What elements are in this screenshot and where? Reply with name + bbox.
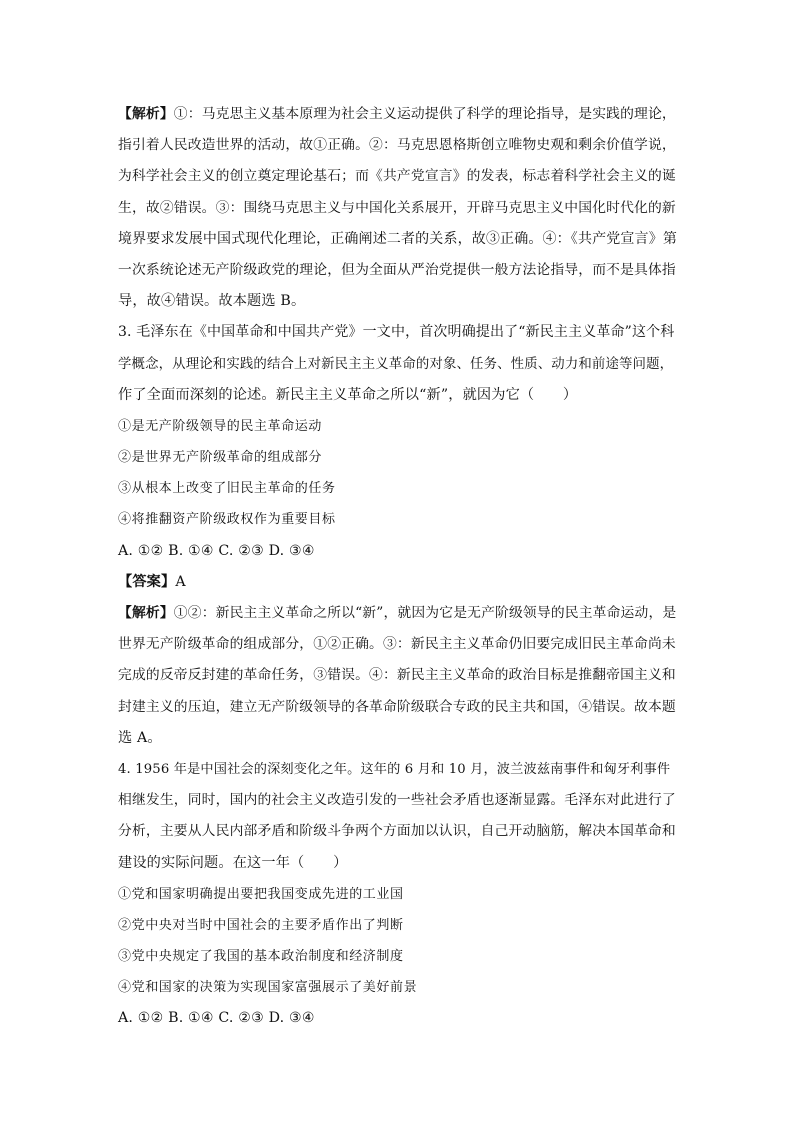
question-option: ①是无产阶级领导的民主革命运动 (118, 418, 323, 434)
question-option: ②党中央对当时中国社会的主要矛盾作出了判断 (118, 917, 404, 933)
analysis-line: 为科学社会主义的创立奠定理论基石；而《共产党宣言》的发表，标志着科学社会主义的诞 (118, 168, 676, 185)
answer-line: 【答案】A (118, 573, 186, 590)
analysis-line: 选 A。 (118, 729, 162, 746)
question-stem-line: 相继发生，同时，国内的社会主义改造引发的一些社会矛盾也逐渐显露。毛泽东对此进行了 (118, 792, 676, 809)
question-stem-line: 作了全面而深刻的论述。新民主主义革命之所以“新”，就因为它（ ） (118, 386, 578, 403)
question-stem-line: 学概念，从理论和实践的结合上对新民主主义革命的对象、任务、性质、动力和前途等问题， (118, 356, 674, 372)
question-option: ④将推翻资产阶级政权作为重要目标 (118, 512, 336, 528)
question-3 (118, 317, 678, 754)
analysis-line: 导，故④错误。故本题选 B。 (118, 293, 306, 310)
answer-choices: A. ①② B. ①④ C. ②③ D. ③④ (118, 1010, 315, 1027)
analysis-line: 完成的反帝反封建的革命任务，③错误。④：新民主主义革命的政治目标是推翻帝国主义和 (118, 667, 676, 684)
analysis-line: 指引着人民改造世界的活动，故①正确。②：马克思恩格斯创立唯物史观和剩余价值学说， (118, 137, 676, 154)
analysis-line: 生，故②错误。③：围绕马克思主义与中国化关系展开，开辟马克思主义中国化时代化的新 (118, 199, 676, 216)
question-stem-line: 4. 1956 年是中国社会的深刻变化之年。这年的 6 月和 10 月，波兰波兹南事件和匈牙利事件 (118, 761, 671, 777)
question-stem-line: 3. 毛泽东在《中国革命和中国共产党》一文中，首次明确提出了“新民主主义革命”这个科 (118, 324, 675, 341)
answer-choices: A. ①② B. ①④ C. ②③ D. ③④ (118, 542, 315, 559)
question-stem-line: 建设的实际问题。在这一年（ ） (118, 854, 348, 871)
analysis-line: 境界要求发展中国式现代化理论，正确阐述二者的关系，故③正确。④：《共产党宣言》第 (118, 230, 677, 247)
question-4 (118, 754, 678, 1035)
q2-analysis (118, 99, 678, 317)
analysis-line: 一次系统论述无产阶级政党的理论，但为全面从严治党提供一般方法论指导，而不是具体指 (118, 261, 676, 278)
question-option: ④党和国家的决策为实现国家富强展示了美好前景 (118, 980, 418, 996)
question-option: ③党中央规定了我国的基本政治制度和经济制度 (118, 949, 404, 965)
analysis-line: 封建主义的压迫，建立无产阶级领导的各革命阶级联合专政的民主共和国，④错误。故本题 (118, 698, 676, 715)
analysis-line: 世界无产阶级革命的组成部分，①②正确。③：新民主主义革命仍旧要完成旧民主革命尚未 (118, 636, 676, 653)
question-option: ③从根本上改变了旧民主革命的任务 (118, 481, 336, 497)
question-option: ②是世界无产阶级革命的组成部分 (118, 450, 323, 466)
question-stem-line: 分析，主要从人民内部矛盾和阶级斗争两个方面加以认识，自己开动脑筋，解决本国革命和 (118, 823, 676, 840)
document-page (118, 99, 678, 1035)
analysis-line: 【解析】①②：新民主主义革命之所以“新”，就因为它是无产阶级领导的民主革命运动，是 (118, 605, 677, 621)
question-option: ①党和国家明确提出要把我国变成先进的工业国 (118, 886, 404, 902)
analysis-line: 【解析】①：马克思主义基本原理为社会主义运动提供了科学的理论指导，是实践的理论， (118, 106, 676, 122)
